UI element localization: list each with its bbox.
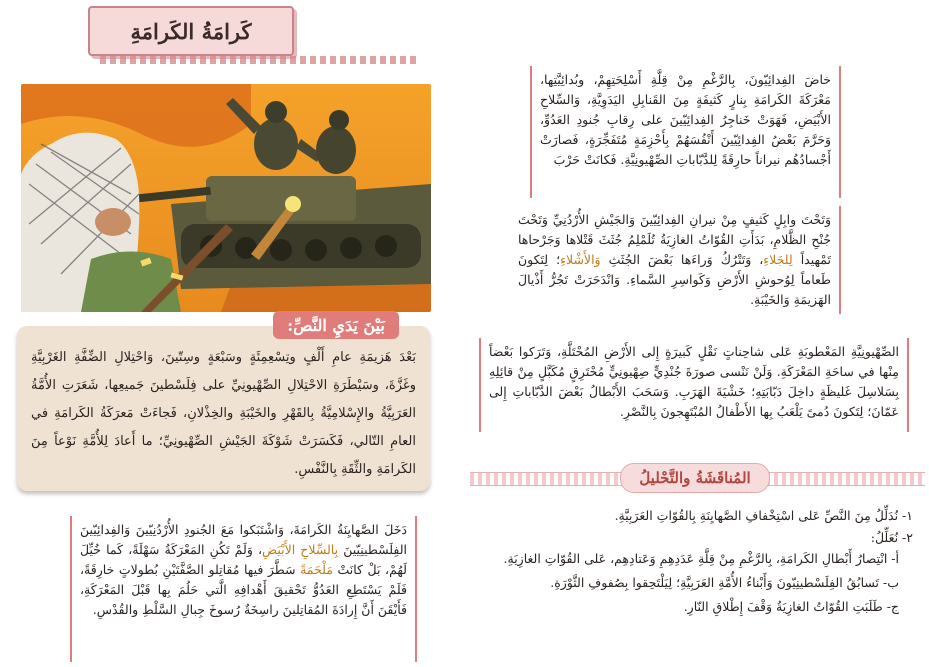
question-2b: ب- تَسابُقُ الفِلَسْطينِيّونَ وَأَبْناءُ الأُمَّةِ العَرَبِيَّةِ؛ لِيَلْتَحِقوا بِصُفوفِ الثَّوْرَةِ. xyxy=(550,575,899,590)
question-2: ٢- نُعَلِّلُ: xyxy=(870,530,913,545)
paragraph-2-text-middle: ، وَتَتْرُكُ وَراءَها بَعْضَ الجُثَثِ xyxy=(608,252,764,267)
paragraph-4-text-start: دَخَلَ الصَّهايِنَةُ الكَرامَةَ، وَاشْتَبَكوا مَعَ الجُنودِ الأُرْدُنِيّينَ وَالفِدائِيّينَ الفِلَسْطينِيّينَ xyxy=(80,522,407,557)
paragraph-1 xyxy=(530,66,841,198)
paragraph-2-text-start: وَتَحْتَ وابِلٍ كَثيفٍ مِنْ نيرانِ الفِدائِيّينَ وَالجَيْشِ الأُرْدُنِيِّ وَتَحْتَ جُنْحِ الظَّلامِ، بَدَأَتِ القُوّاتُ الغازِيَةُ تُلَمْلِمُ جُثَثَ قَتْلاها وَجَرْحاها تَمْهيداً xyxy=(518,212,831,267)
paragraph-4 xyxy=(70,516,417,662)
paragraph-3-text: الصِّهْيونِيَّةِ المَعْطوبَةِ عَلى شاحِناتٍ نَقْلٍ كَبيرَةٍ إِلى الأَرْضِ المُحْتَلَّةِ، وَتَرَكوا بَعْضاً مِنْها في ساحَةِ المَعْرَكَةِ. وَلَنْ نَنْسى صورَةَ جُنْدِيٍّ صِهْيونِيٍّ مُحْتَرِقٍ مُكَبَّلٍ مِنْ قائِلِهِ بِسَلاسِلَ غَليظَةٍ داخِلَ دَبّابَتِهِ؛ خَشْيَةَ الهَرَبِ. وَسَحَبَ الأَبْطالُ بَعْضَ الدَّبّاباتِ إِلى عَمّانَ؛ لِتَكونَ دُمىً يَلْعَبُ بِها الأَطْفالُ المُبْتَهِجونَ بِالنَّصْرِ. xyxy=(489,344,899,419)
paragraph-2-text-end: ؛ لِتَكونَ طَعاماً لِوُحوشِ الأَرْضِ وَكَواسِرِ السَّماءِ. وَانْدَحَرَتْ تَجُرُّ أَذْيالَ الهَزيمَةِ وَالخَيْبَةِ. xyxy=(518,252,831,307)
paragraph-4-text-end: سَطَّرَ فيها مُقاتِلو الصَّفَّتَيْنِ بُطولاتٍ خارِقَةً، فَلَمْ يَسْتَطِعِ العَدُوُّ تَحْقيقَ أَهْدافِهِ الَّتي حَلُمَ بِها قَبْلَ المَعْرَكَةِ، فَأَيْقَنَ أَنَّ إِرادَةَ المُقاتِلينَ راسِخَةٌ رُسوخَ جِبالِ السَّلْطِ والقُدْسِ. xyxy=(80,562,407,617)
title-ornament xyxy=(100,56,418,64)
highlight-word-remains: وَالأَشْلاءِ xyxy=(560,252,601,267)
intro-box xyxy=(17,326,430,491)
paragraph-2 xyxy=(510,206,841,314)
highlight-word-white-weapon: بِالسِّلاحِ الأَبْيَضِ xyxy=(262,542,339,557)
question-1: ١- نُدَلِّلُ مِنَ النَّصِّ عَلى اسْتِخْفافِ الصَّهايِنَةِ بِالقُوّاتِ العَرَبِيَّةِ. xyxy=(614,508,913,523)
intro-text: بَعْدَ هَزيمَةِ عامِ أَلْفٍ وتِسْعِمِئَةٍ وسَبْعَةٍ وسِتّينَ، وَاحْتِلالِ الضِّفَّةِ الغَرْبِيَّةِ وغَزَّةَ، وسَيْطَرَةِ الاحْتِلالِ الصِّهْيونِيِّ على فِلَسْطينَ جَميعِها، شَعَرَتِ الأُمَّةُ العَرَبِيَّةُ والإِسْلامِيَّةُ بِالقَهْرِ والخَيْبَةِ والخِذْلانِ، فَجاءَتْ مَعرَكَةُ الكَرامَةِ في العامِ التّالي، فَكَسَرَتْ شَوْكَةَ الجَيْشِ الصِّهْيونِيِّ؛ ما أَعادَ لِلأُمَّةِ نَوْعاً مِنَ الكَرامَةِ والثِّقَةِ بِالنَّفْسِ. xyxy=(31,350,416,477)
section-tab-before-text: بَيْنَ يَدَيِ النَّصِّ: xyxy=(273,311,399,339)
paragraph-1-text: خاضَ الفِدائِيّونَ، بِالرَّغْمِ مِنْ قِلَّةِ أَسْلِحَتِهِمْ، وبُدائِيَّتِها، مَعْرَكَةَ الكَرامَةِ بِنارٍ كَثيفَةٍ مِنَ القَنابِلِ اليَدَوِيَّةِ، وَالسِّلاحِ الأَبْيَضِ، فَهَوَتْ خَناجِرُ الفِدائِيّينَ على رِقابِ جُنودِ العَدُوِّ، وَحَرَّمَ بَعْضُ الفِدائِيّينَ أَنْفُسَهُمْ بِأَحْزِمَةٍ مُتَفَجِّرَةٍ، فَصارَتْ أَجْسادُهُم نيراناً حارِقَةً لِلدَّبّاباتِ الصِّهْيونِيَّةِ. فَكانَتْ حَرْبَ xyxy=(540,72,831,167)
question-2a: أ- انْتِصارُ أَبْطالِ الكَرامَةِ، بِالرَّغْمِ مِنْ قِلَّةِ عَدَدِهِمِ وَعَتادِهِم، عَلى القُوّاتِ الغازِيَةِ. xyxy=(503,551,899,566)
battle-illustration xyxy=(21,84,431,312)
discussion-title: المُناقَشَةُ والتَّحْليلُ xyxy=(620,463,770,493)
page-title: كَرامَةُ الكَرامَةِ xyxy=(88,6,294,56)
battle-scene-image xyxy=(21,84,431,312)
highlight-word-epic: مَلْحَمَةً xyxy=(300,562,333,577)
paragraph-4-text-middle: ، وَلَمْ تَكُنِ المَعْرَكَةُ سَهْلَةً، كَما خُيِّلَ لَهُمْ، بَلْ كانَتْ xyxy=(80,542,407,577)
question-2c: ج- طَلَبَتِ القُوّاتُ الغازِيَةُ وَقْفَ إِطْلاقِ النّارِ. xyxy=(683,599,899,614)
paragraph-3 xyxy=(479,338,909,432)
highlight-word-withdrawal: لِلجَلاءِ xyxy=(763,252,793,267)
